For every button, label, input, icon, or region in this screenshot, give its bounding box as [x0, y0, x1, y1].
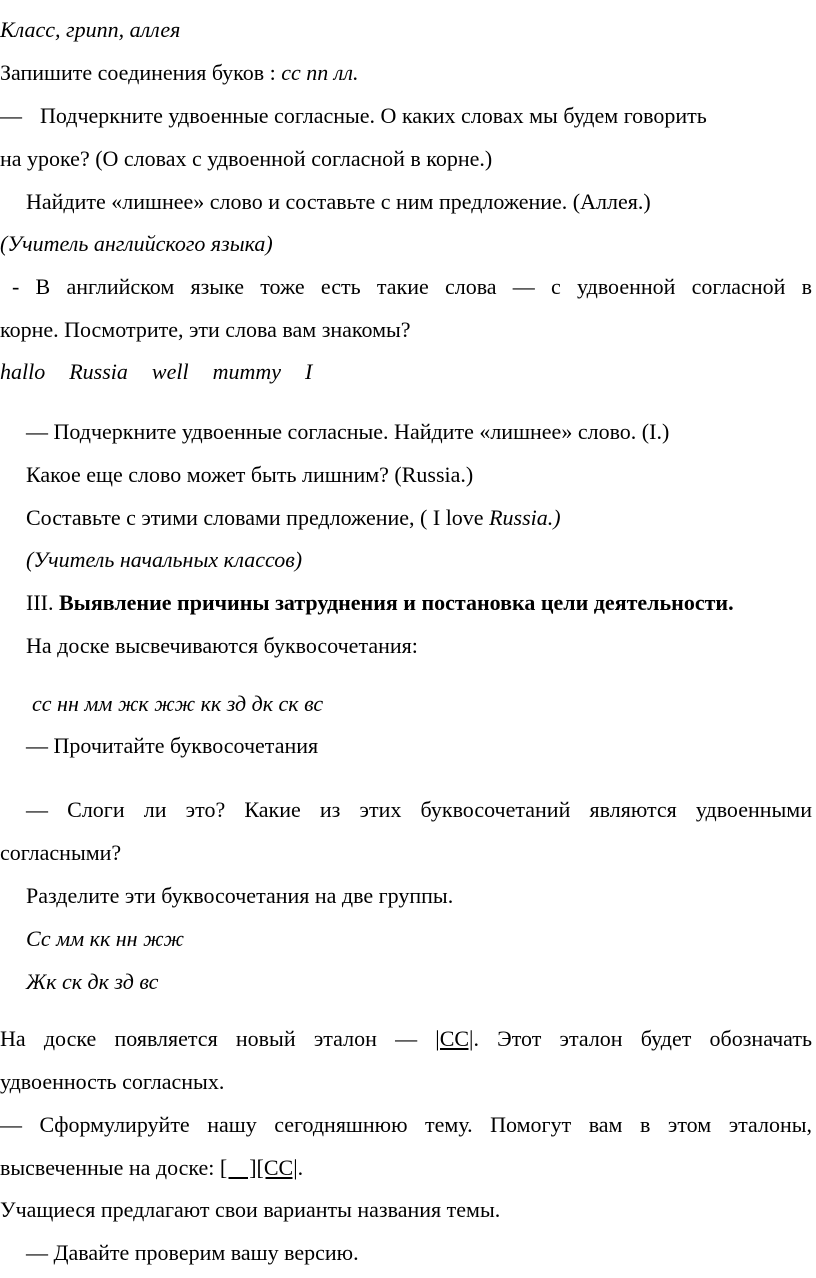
section-heading	[0, 589, 734, 617]
word: hallo	[0, 359, 46, 384]
text-span: высвеченные на доске:	[0, 1155, 220, 1180]
letter-combinations: сс нн мм жк жж кк зд дк ск вс	[32, 691, 324, 716]
text-line: Класс, грипп, аллея	[0, 17, 181, 42]
text-line: удвоенность согласных.	[0, 1069, 225, 1094]
text-line	[0, 102, 707, 130]
letter-group: Жк ск дк зд вс	[26, 969, 159, 994]
text-line: Учащиеся предлагают свои варианты названия темы.	[0, 1197, 501, 1222]
word: I	[305, 359, 313, 384]
italic-span: сс пп лл.	[281, 60, 359, 85]
text-line	[0, 1111, 812, 1139]
text-line: согласными?	[0, 840, 122, 865]
text-line	[0, 1025, 812, 1053]
dash: —	[0, 103, 22, 128]
english-words	[0, 358, 336, 386]
text-span: .	[297, 1155, 304, 1180]
text-line: корне. Посмотрите, эти слова вам знакомы?	[0, 317, 411, 342]
italic-span: Russia.)	[489, 505, 561, 530]
text-line: На доске высвечиваются буквосочетания:	[26, 633, 418, 658]
text-span: Сформулируйте нашу сегодняшнюю тему. Помогут вам в этом эталоны,	[39, 1112, 813, 1137]
word: mummy	[212, 359, 282, 384]
text-line: — Давайте проверим вашу версию.	[26, 1240, 359, 1265]
text-line: — Слоги ли это? Какие из этих буквосочетаний являются удвоенными	[26, 797, 812, 822]
text-line: Разделите эти буквосочетания на две группы.	[26, 883, 454, 908]
text-span: Составьте с этими словами предложение, ( I love	[26, 505, 490, 530]
text-span: На доске появляется новый эталон —	[0, 1026, 436, 1051]
dash: —	[0, 1112, 22, 1137]
text-span: Запишите соединения буков :	[0, 60, 282, 85]
text-line: — Подчеркните удвоенные согласные. Найдите «лишнее» слово. (I.)	[26, 419, 670, 444]
text-line: Какое еще слово может быть лишним? (Russia.)	[26, 462, 474, 487]
text-line	[0, 504, 561, 532]
etalon-symbol: [ ][СС|	[219, 1155, 298, 1180]
text-line: на уроке? (О словах с удвоенной согласной в корне.)	[0, 146, 493, 171]
text-line: Найдите «лишнее» слово и составьте с ним предложение. (Аллея.)	[26, 189, 651, 214]
etalon-symbol: |СС|	[435, 1026, 474, 1051]
text-span: Подчеркните удвоенные согласные. О каких словах мы будем говорить	[40, 103, 707, 128]
section-label: (Учитель английского языка)	[0, 231, 273, 256]
text-line: — Прочитайте буквосочетания	[26, 733, 319, 758]
letter-group: Сс мм кк нн жж	[26, 926, 185, 951]
text-line	[0, 59, 358, 87]
text-line: - В английском языке тоже есть такие слова — с удвоенной согласной в	[12, 274, 812, 299]
word: Russia	[69, 359, 128, 384]
text-span: . Этот эталон будет обозначать	[473, 1026, 813, 1051]
word: well	[151, 359, 189, 384]
bold-heading: Выявление причины затруднения и постановка цели деятельности.	[58, 590, 734, 615]
section-number: III.	[26, 590, 59, 615]
text-line	[0, 1154, 303, 1182]
section-label: (Учитель начальных классов)	[26, 547, 303, 572]
